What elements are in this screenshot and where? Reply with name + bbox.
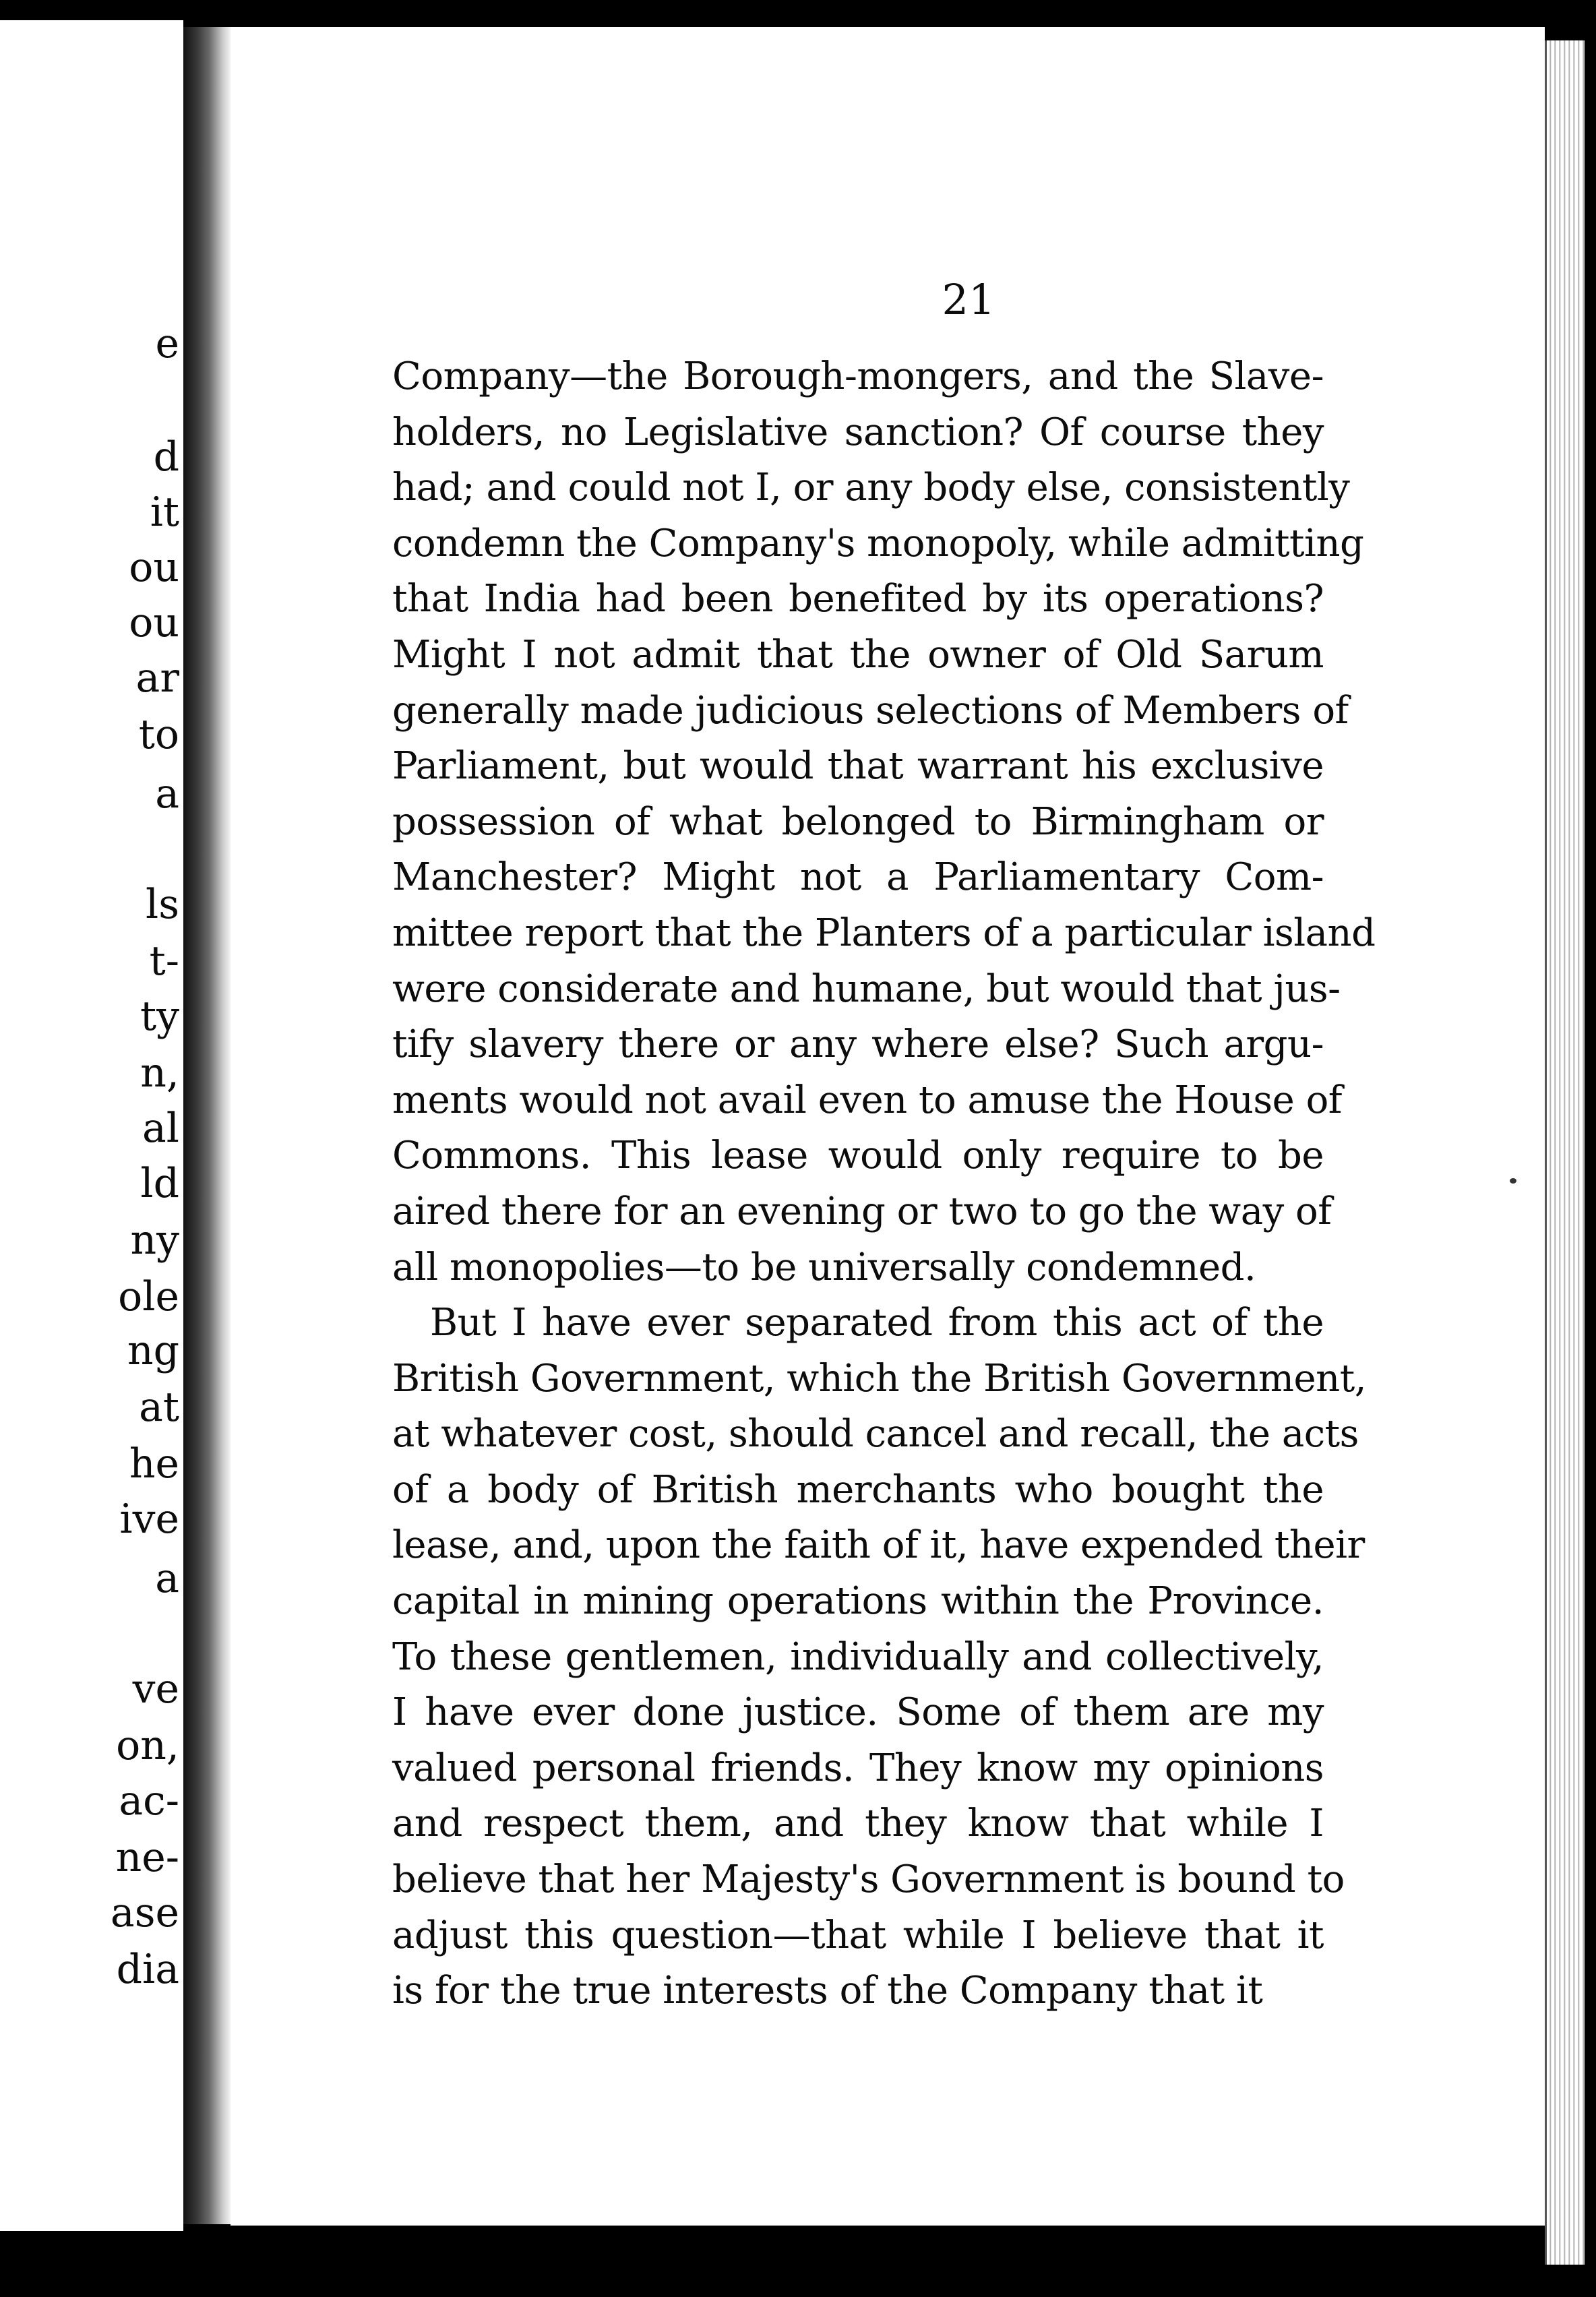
previous-page-fragment: ve (132, 1665, 179, 1713)
previous-page-fragment: on, (116, 1722, 179, 1769)
previous-page-fragment: at (139, 1384, 179, 1431)
previous-page-fragment: ase (110, 1889, 179, 1936)
previous-page-fragment: dia (116, 1946, 179, 1993)
text-line: generally made judicious selections of Members of (392, 688, 1349, 733)
previous-page-fragment: to (138, 711, 179, 758)
previous-page-fragment: ou (129, 599, 179, 646)
book-page (231, 27, 1545, 2226)
previous-page-fragment: a (155, 770, 179, 818)
text-line: To these gentlemen, individually and collectively, (392, 1634, 1324, 1679)
previous-page-fragment: ty (140, 993, 179, 1040)
previous-page-fragment: ls (146, 881, 179, 928)
text-line: adjust this question—that while I believe that it (392, 1913, 1324, 1957)
text-line: believe that her Majesty's Government is bound to (392, 1858, 1345, 1902)
previous-page-edge (0, 20, 183, 2231)
page-edges (1545, 40, 1585, 2265)
text-line: had; and could not I, or any body else, consistently (392, 466, 1350, 510)
previous-page-fragment: al (142, 1105, 179, 1152)
text-line: valued personal friends. They know my opinions (392, 1746, 1324, 1790)
text-line: aired there for an evening or two to go the way of (392, 1189, 1332, 1233)
previous-page-fragment: ng (127, 1327, 179, 1374)
text-line: capital in mining operations within the Province. (392, 1579, 1324, 1624)
previous-page-fragment: e (155, 320, 179, 367)
previous-page-fragment: ole (118, 1273, 179, 1320)
text-line: But I have ever separated from this act of the (430, 1301, 1324, 1345)
text-line: condemn the Company's monopoly, while admitting (392, 521, 1364, 565)
text-line: Manchester? Might not a Parliamentary Com- (392, 855, 1324, 900)
text-line: of a body of British merchants who bought the (392, 1467, 1324, 1512)
previous-page-fragment: ou (129, 544, 179, 591)
previous-page-fragment: it (150, 489, 179, 536)
previous-page-fragment: ar (135, 654, 179, 702)
scan-speck (1510, 1178, 1516, 1184)
text-line: ments would not avail even to amuse the House of (392, 1078, 1343, 1122)
binding-gutter (183, 27, 231, 2224)
page-number: 21 (942, 275, 995, 324)
previous-page-fragment: d (153, 433, 179, 481)
previous-page-fragment: ld (140, 1160, 179, 1207)
previous-page-fragment: ne- (115, 1834, 179, 1881)
previous-page-fragment: ny (130, 1217, 179, 1264)
text-line: tify slavery there or any where else? Such argu- (392, 1022, 1324, 1067)
text-line: Commons. This lease would only require to be (392, 1134, 1324, 1178)
previous-page-fragment: ive (119, 1496, 179, 1543)
previous-page-fragment: t- (149, 938, 179, 985)
text-line: possession of what belonged to Birmingham or (392, 799, 1324, 844)
previous-page-fragment: he (129, 1440, 179, 1488)
text-line: and respect them, and they know that while I (392, 1802, 1324, 1846)
body-text (392, 349, 1376, 2019)
text-line: all monopolies—to be universally condemned. (392, 1245, 1256, 1289)
text-line: mittee report that the Planters of a particular island (392, 911, 1376, 955)
text-line: is for the true interests of the Company that it (392, 1969, 1263, 2013)
text-line: Parliament, but would that warrant his exclusive (392, 744, 1324, 789)
text-line: British Government, which the British Government, (392, 1356, 1367, 1401)
text-line: that India had been benefited by its operations? (392, 577, 1324, 621)
text-line: holders, no Legislative sanction? Of course they (392, 410, 1324, 454)
previous-page-fragment: n, (140, 1049, 179, 1097)
text-line: lease, and, upon the faith of it, have expended their (392, 1523, 1365, 1568)
text-line: Might I not admit that the owner of Old Sarum (392, 632, 1324, 677)
text-line: Company—the Borough-mongers, and the Slave- (392, 355, 1324, 398)
previous-page-fragment: a (155, 1555, 179, 1602)
previous-page-fragment: ac- (119, 1777, 179, 1825)
text-line: were considerate and humane, but would that jus- (392, 967, 1341, 1011)
text-line: at whatever cost, should cancel and recall, the acts (392, 1412, 1359, 1457)
text-line: I have ever done justice. Some of them are my (392, 1690, 1324, 1735)
